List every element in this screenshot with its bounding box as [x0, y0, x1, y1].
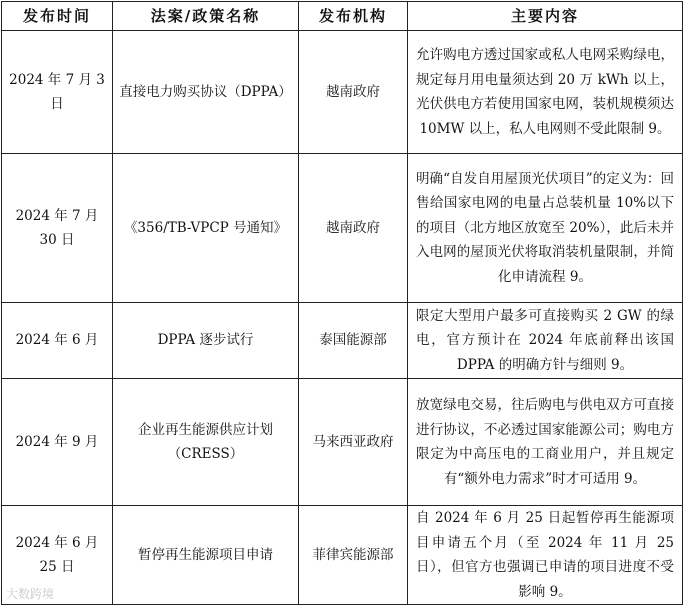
cell-date: 2024 年 7 月 30 日 [2, 154, 113, 303]
table-row [2, 506, 683, 605]
cell-policy: 《356/TB-VPCP 号通知》 [113, 154, 299, 303]
cell-policy: 暂停再生能源项目申请 [113, 506, 299, 605]
cell-policy: DPPA 逐步试行 [113, 303, 299, 379]
header-content: 主要内容 [408, 2, 683, 31]
cell-content: 允许购电方透过国家或私人电网采购绿电，规定每月用电量须达到 20 万 kWh 以上，光伏供电方若使用国家电网，装机规模须达 10MW 以上，私人电网则不受此限制 9。 [408, 31, 683, 154]
cell-date: 2024 年 6 月 [2, 303, 113, 379]
cell-agency: 泰国能源部 [299, 303, 408, 379]
cell-content: 明确“自发自用屋顶光伏项目”的定义为：回售给国家电网的电量占总装机量 10%以下的项目（北方地区放宽至 20%），此后未并入电网的屋顶光伏将取消装机量限制，并简化申请流程 9。 [408, 154, 683, 303]
table-row [2, 379, 683, 506]
cell-policy: 直接电力购买协议（DPPA） [113, 31, 299, 154]
cell-date: 2024 年 7 月 3 日 [2, 31, 113, 154]
header-date: 发布时间 [2, 2, 113, 31]
policy-table [1, 1, 683, 605]
cell-agency: 越南政府 [299, 31, 408, 154]
cell-agency: 马来西亚政府 [299, 379, 408, 506]
cell-content: 放宽绿电交易，往后购电与供电双方可直接进行协议，不必透过国家能源公司；购电方限定为中高压电的工商业用户，并且规定有“额外电力需求”时才可适用 9。 [408, 379, 683, 506]
header-row [2, 2, 683, 31]
table-row [2, 154, 683, 303]
cell-date: 2024 年 6 月 25 日 [2, 506, 113, 605]
cell-agency: 菲律宾能源部 [299, 506, 408, 605]
cell-agency: 越南政府 [299, 154, 408, 303]
cell-policy: 企业再生能源供应计划（CRESS） [113, 379, 299, 506]
header-policy: 法案/政策名称 [113, 2, 299, 31]
watermark: 大数跨境 [6, 587, 55, 601]
cell-content: 限定大型用户最多可直接购买 2 GW 的绿电，官方预计在 2024 年底前释出该国 DPPA 的明确方针与细则 9。 [408, 303, 683, 379]
cell-content: 自 2024 年 6 月 25 日起暂停再生能源项目申请五个月（至 2024 年 11 月 25 日），但官方也强调已申请的项目进度不受影响 9。 [408, 506, 683, 605]
table-row [2, 303, 683, 379]
table-row [2, 31, 683, 154]
header-agency: 发布机构 [299, 2, 408, 31]
cell-date: 2024 年 9 月 [2, 379, 113, 506]
